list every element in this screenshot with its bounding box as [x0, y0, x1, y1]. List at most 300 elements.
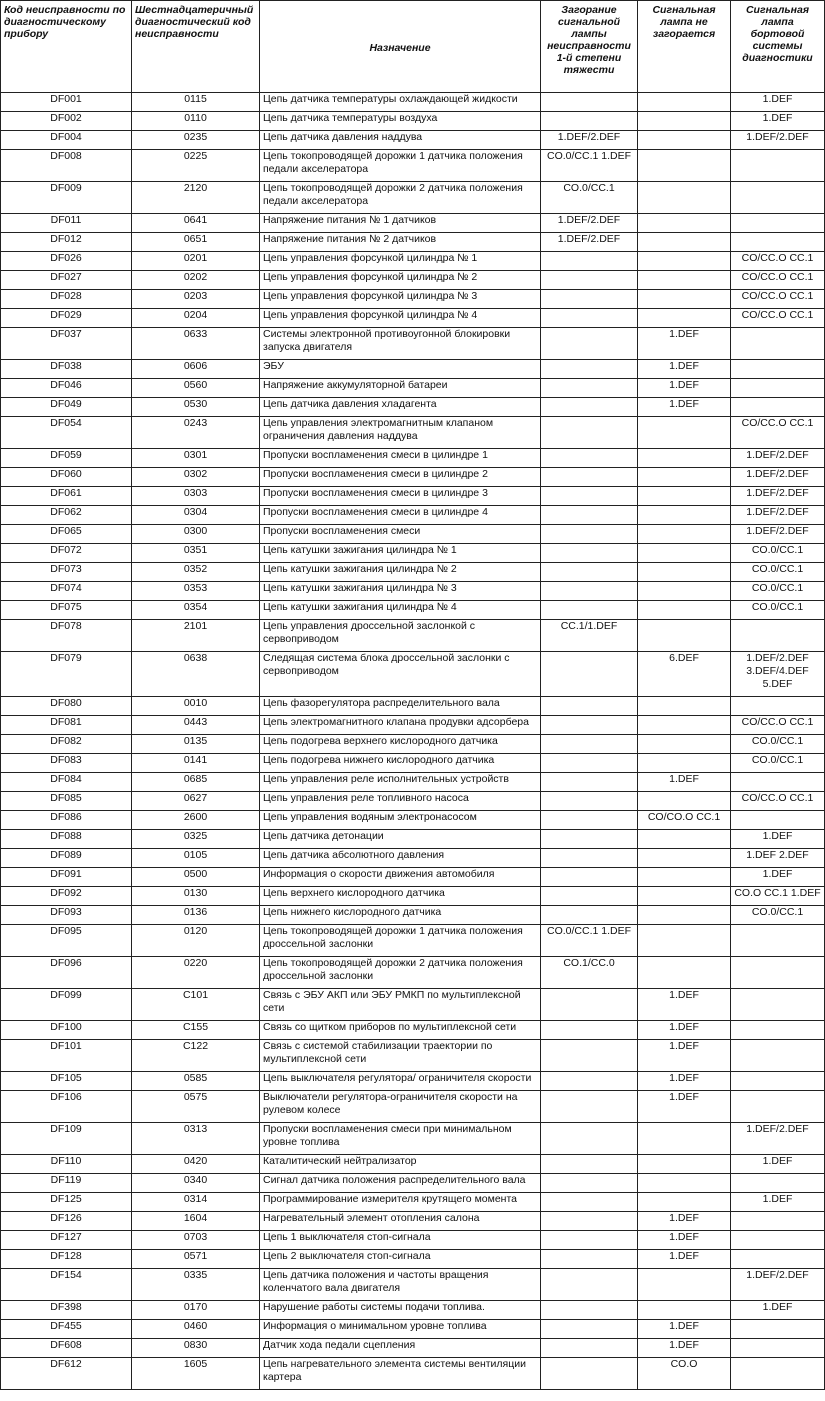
lamp-severity-1-cell — [541, 398, 638, 417]
onboard-diagnostics-lamp-cell — [731, 697, 825, 716]
table-row — [1, 925, 825, 957]
table-row — [1, 182, 825, 214]
onboard-diagnostics-lamp-cell: CO.0/CC.1 — [731, 754, 825, 773]
lamp-off-cell: 1.DEF — [638, 1091, 731, 1123]
lamp-off-cell — [638, 252, 731, 271]
lamp-off-cell — [638, 735, 731, 754]
fault-code-cell: DF082 — [1, 735, 132, 754]
purpose-cell: Пропуски воспламенения смеси в цилиндре 2 — [260, 468, 541, 487]
hex-code-cell: C122 — [132, 1040, 260, 1072]
purpose-cell: Цепь управления форсункой цилиндра № 1 — [260, 252, 541, 271]
lamp-severity-1-cell — [541, 1021, 638, 1040]
table-row — [1, 309, 825, 328]
fault-code-cell: DF002 — [1, 112, 132, 131]
lamp-severity-1-cell: CO.0/CC.1 1.DEF — [541, 150, 638, 182]
onboard-diagnostics-lamp-cell: 1.DEF/2.DEF — [731, 449, 825, 468]
onboard-diagnostics-lamp-cell: 1.DEF — [731, 1301, 825, 1320]
lamp-severity-1-cell — [541, 1358, 638, 1390]
table-row — [1, 1231, 825, 1250]
fault-code-cell: DF398 — [1, 1301, 132, 1320]
hex-code-cell: 0420 — [132, 1155, 260, 1174]
lamp-severity-1-cell — [541, 1212, 638, 1231]
lamp-off-cell — [638, 697, 731, 716]
purpose-cell: Системы электронной противоугонной блокировки запуска двигателя — [260, 328, 541, 360]
onboard-diagnostics-lamp-cell — [731, 360, 825, 379]
lamp-off-cell: 1.DEF — [638, 379, 731, 398]
lamp-off-cell: 1.DEF — [638, 989, 731, 1021]
onboard-diagnostics-lamp-cell: CO.0/CC.1 — [731, 735, 825, 754]
fault-code-cell: DF072 — [1, 544, 132, 563]
lamp-off-cell — [638, 830, 731, 849]
onboard-diagnostics-lamp-cell: 1.DEF — [731, 1155, 825, 1174]
lamp-off-cell — [638, 887, 731, 906]
purpose-cell: Напряжение аккумуляторной батареи — [260, 379, 541, 398]
onboard-diagnostics-lamp-cell — [731, 328, 825, 360]
fault-code-cell: DF060 — [1, 468, 132, 487]
lamp-severity-1-cell — [541, 563, 638, 582]
purpose-cell: Цепь управления форсункой цилиндра № 3 — [260, 290, 541, 309]
purpose-cell: Цепь катушки зажигания цилиндра № 1 — [260, 544, 541, 563]
fault-code-cell: DF096 — [1, 957, 132, 989]
fault-code-cell: DF011 — [1, 214, 132, 233]
onboard-diagnostics-lamp-cell: CO/CC.O CC.1 — [731, 716, 825, 735]
purpose-cell: Пропуски воспламенения смеси — [260, 525, 541, 544]
fault-code-cell: DF037 — [1, 328, 132, 360]
lamp-off-cell: CO/CO.O CC.1 — [638, 811, 731, 830]
purpose-cell: Информация о минимальном уровне топлива — [260, 1320, 541, 1339]
purpose-cell: Нагревательный элемент отопления салона — [260, 1212, 541, 1231]
lamp-off-cell — [638, 417, 731, 449]
fault-code-cell: DF105 — [1, 1072, 132, 1091]
onboard-diagnostics-lamp-cell: 1.DEF/2.DEF — [731, 131, 825, 150]
fault-code-cell: DF073 — [1, 563, 132, 582]
lamp-severity-1-cell — [541, 868, 638, 887]
lamp-severity-1-cell — [541, 1269, 638, 1301]
onboard-diagnostics-lamp-cell — [731, 1040, 825, 1072]
onboard-diagnostics-lamp-cell — [731, 1339, 825, 1358]
purpose-cell: Цепь токопроводящей дорожки 2 датчика положения дроссельной заслонки — [260, 957, 541, 989]
purpose-cell: Напряжение питания № 2 датчиков — [260, 233, 541, 252]
onboard-diagnostics-lamp-cell: CO.0/CC.1 — [731, 563, 825, 582]
purpose-cell: Цепь электромагнитного клапана продувки адсорбера — [260, 716, 541, 735]
table-row — [1, 735, 825, 754]
onboard-diagnostics-lamp-cell: CO.O CC.1 1.DEF — [731, 887, 825, 906]
hex-code-cell: 0351 — [132, 544, 260, 563]
table-row — [1, 290, 825, 309]
header-fault-code: Код неисправности по диагностическому прибору — [1, 1, 132, 93]
purpose-cell: Связь со щитком приборов по мультиплексной сети — [260, 1021, 541, 1040]
hex-code-cell: 0627 — [132, 792, 260, 811]
fault-code-cell: DF126 — [1, 1212, 132, 1231]
onboard-diagnostics-lamp-cell: CO.0/CC.1 — [731, 601, 825, 620]
hex-code-cell: C101 — [132, 989, 260, 1021]
table-row — [1, 271, 825, 290]
lamp-off-cell — [638, 131, 731, 150]
hex-code-cell: 0115 — [132, 93, 260, 112]
onboard-diagnostics-lamp-cell — [731, 1021, 825, 1040]
lamp-off-cell — [638, 271, 731, 290]
purpose-cell: Цепь 2 выключателя стоп-сигнала — [260, 1250, 541, 1269]
lamp-severity-1-cell: CO.1/CC.0 — [541, 957, 638, 989]
header-lamp-severity-1: Загорание сигнальной лампы неисправности 1-й степени тяжести — [541, 1, 638, 93]
hex-code-cell: 1605 — [132, 1358, 260, 1390]
table-row — [1, 544, 825, 563]
purpose-cell: Цепь катушки зажигания цилиндра № 2 — [260, 563, 541, 582]
lamp-severity-1-cell — [541, 1155, 638, 1174]
fault-code-cell: DF101 — [1, 1040, 132, 1072]
purpose-cell: Датчик хода педали сцепления — [260, 1339, 541, 1358]
lamp-off-cell — [638, 182, 731, 214]
hex-code-cell: 0141 — [132, 754, 260, 773]
fault-code-cell: DF059 — [1, 449, 132, 468]
hex-code-cell: 0203 — [132, 290, 260, 309]
table-row — [1, 525, 825, 544]
onboard-diagnostics-lamp-cell: 1.DEF/2.DEF — [731, 506, 825, 525]
fault-code-cell: DF038 — [1, 360, 132, 379]
table-row — [1, 150, 825, 182]
lamp-severity-1-cell — [541, 849, 638, 868]
fault-code-cell: DF075 — [1, 601, 132, 620]
lamp-off-cell — [638, 620, 731, 652]
table-row — [1, 487, 825, 506]
purpose-cell: Цепь подогрева верхнего кислородного датчика — [260, 735, 541, 754]
lamp-off-cell — [638, 601, 731, 620]
table-row — [1, 1174, 825, 1193]
hex-code-cell: 0335 — [132, 1269, 260, 1301]
fault-code-cell: DF127 — [1, 1231, 132, 1250]
lamp-severity-1-cell — [541, 544, 638, 563]
lamp-off-cell — [638, 1174, 731, 1193]
lamp-severity-1-cell: 1.DEF/2.DEF — [541, 233, 638, 252]
purpose-cell: Цепь фазорегулятора распределительного вала — [260, 697, 541, 716]
fault-code-cell: DF089 — [1, 849, 132, 868]
table-row — [1, 563, 825, 582]
lamp-severity-1-cell — [541, 652, 638, 697]
hex-code-cell: 2600 — [132, 811, 260, 830]
lamp-off-cell: 1.DEF — [638, 398, 731, 417]
lamp-off-cell — [638, 906, 731, 925]
lamp-off-cell: 1.DEF — [638, 1040, 731, 1072]
onboard-diagnostics-lamp-cell: CO/CC.O CC.1 — [731, 309, 825, 328]
lamp-off-cell — [638, 849, 731, 868]
table-row — [1, 468, 825, 487]
table-row — [1, 830, 825, 849]
onboard-diagnostics-lamp-cell — [731, 1231, 825, 1250]
lamp-off-cell — [638, 506, 731, 525]
table-row — [1, 328, 825, 360]
fault-code-cell: DF083 — [1, 754, 132, 773]
lamp-off-cell — [638, 214, 731, 233]
purpose-cell: Цепь катушки зажигания цилиндра № 4 — [260, 601, 541, 620]
table-row — [1, 716, 825, 735]
onboard-diagnostics-lamp-cell — [731, 957, 825, 989]
header-row — [1, 1, 825, 93]
lamp-severity-1-cell — [541, 309, 638, 328]
lamp-severity-1-cell — [541, 1250, 638, 1269]
table-row — [1, 360, 825, 379]
hex-code-cell: 2101 — [132, 620, 260, 652]
onboard-diagnostics-lamp-cell: 1.DEF/2.DEF — [731, 468, 825, 487]
onboard-diagnostics-lamp-cell — [731, 1320, 825, 1339]
fault-code-cell: DF027 — [1, 271, 132, 290]
purpose-cell: Цепь токопроводящей дорожки 1 датчика положения педали акселератора — [260, 150, 541, 182]
fault-code-cell: DF093 — [1, 906, 132, 925]
table-row — [1, 214, 825, 233]
onboard-diagnostics-lamp-cell: 1.DEF — [731, 93, 825, 112]
purpose-cell: Цепь катушки зажигания цилиндра № 3 — [260, 582, 541, 601]
fault-code-cell: DF065 — [1, 525, 132, 544]
lamp-off-cell — [638, 525, 731, 544]
hex-code-cell: 0651 — [132, 233, 260, 252]
hex-code-cell: 0633 — [132, 328, 260, 360]
lamp-off-cell — [638, 309, 731, 328]
fault-code-cell: DF074 — [1, 582, 132, 601]
fault-code-cell: DF084 — [1, 773, 132, 792]
purpose-cell: Напряжение питания № 1 датчиков — [260, 214, 541, 233]
onboard-diagnostics-lamp-cell: CO/CC.O CC.1 — [731, 792, 825, 811]
lamp-severity-1-cell — [541, 1174, 638, 1193]
fault-code-cell: DF008 — [1, 150, 132, 182]
lamp-off-cell: 1.DEF — [638, 773, 731, 792]
table-row — [1, 1212, 825, 1231]
fault-code-cell: DF054 — [1, 417, 132, 449]
lamp-off-cell: 1.DEF — [638, 1231, 731, 1250]
fault-code-cell: DF046 — [1, 379, 132, 398]
purpose-cell: Цепь датчика температуры охлаждающей жидкости — [260, 93, 541, 112]
purpose-cell: Цепь нижнего кислородного датчика — [260, 906, 541, 925]
lamp-severity-1-cell — [541, 271, 638, 290]
lamp-severity-1-cell — [541, 506, 638, 525]
lamp-severity-1-cell — [541, 449, 638, 468]
fault-code-cell: DF049 — [1, 398, 132, 417]
lamp-off-cell — [638, 925, 731, 957]
lamp-off-cell: 1.DEF — [638, 328, 731, 360]
purpose-cell: Цепь управления реле исполнительных устройств — [260, 773, 541, 792]
lamp-severity-1-cell — [541, 1231, 638, 1250]
fault-code-cell: DF081 — [1, 716, 132, 735]
onboard-diagnostics-lamp-cell — [731, 398, 825, 417]
hex-code-cell: 0314 — [132, 1193, 260, 1212]
lamp-off-cell — [638, 487, 731, 506]
hex-code-cell: 0703 — [132, 1231, 260, 1250]
onboard-diagnostics-lamp-cell — [731, 182, 825, 214]
fault-code-cell: DF079 — [1, 652, 132, 697]
lamp-severity-1-cell — [541, 290, 638, 309]
lamp-off-cell — [638, 957, 731, 989]
onboard-diagnostics-lamp-cell — [731, 1250, 825, 1269]
lamp-off-cell — [638, 582, 731, 601]
hex-code-cell: 0685 — [132, 773, 260, 792]
hex-code-cell: 0606 — [132, 360, 260, 379]
onboard-diagnostics-lamp-cell: 1.DEF — [731, 830, 825, 849]
hex-code-cell: 0105 — [132, 849, 260, 868]
onboard-diagnostics-lamp-cell: 1.DEF 2.DEF — [731, 849, 825, 868]
table-row — [1, 398, 825, 417]
lamp-severity-1-cell — [541, 1091, 638, 1123]
lamp-severity-1-cell: 1.DEF/2.DEF — [541, 131, 638, 150]
table-row — [1, 868, 825, 887]
lamp-severity-1-cell — [541, 1193, 638, 1212]
hex-code-cell: 0325 — [132, 830, 260, 849]
onboard-diagnostics-lamp-cell: 1.DEF/2.DEF 3.DEF/4.DEF 5.DEF — [731, 652, 825, 697]
hex-code-cell: 0500 — [132, 868, 260, 887]
fault-code-cell: DF125 — [1, 1193, 132, 1212]
hex-code-cell: 0201 — [132, 252, 260, 271]
onboard-diagnostics-lamp-cell: CO/CC.O CC.1 — [731, 290, 825, 309]
table-row — [1, 989, 825, 1021]
purpose-cell: ЭБУ — [260, 360, 541, 379]
hex-code-cell: 0340 — [132, 1174, 260, 1193]
lamp-severity-1-cell — [541, 735, 638, 754]
hex-code-cell: 0243 — [132, 417, 260, 449]
onboard-diagnostics-lamp-cell: CO/CC.O CC.1 — [731, 271, 825, 290]
hex-code-cell: 1604 — [132, 1212, 260, 1231]
fault-code-cell: DF004 — [1, 131, 132, 150]
fault-code-cell: DF106 — [1, 1091, 132, 1123]
table-row — [1, 582, 825, 601]
lamp-off-cell — [638, 449, 731, 468]
hex-code-cell: 0354 — [132, 601, 260, 620]
fault-code-cell: DF099 — [1, 989, 132, 1021]
onboard-diagnostics-lamp-cell: 1.DEF/2.DEF — [731, 525, 825, 544]
fault-code-cell: DF455 — [1, 1320, 132, 1339]
hex-code-cell: 0204 — [132, 309, 260, 328]
purpose-cell: Цепь датчика абсолютного давления — [260, 849, 541, 868]
hex-code-cell: C155 — [132, 1021, 260, 1040]
lamp-off-cell — [638, 468, 731, 487]
lamp-severity-1-cell — [541, 1123, 638, 1155]
table-row — [1, 1040, 825, 1072]
table-row — [1, 754, 825, 773]
hex-code-cell: 0353 — [132, 582, 260, 601]
lamp-severity-1-cell: CC.1/1.DEF — [541, 620, 638, 652]
purpose-cell: Цепь токопроводящей дорожки 1 датчика положения дроссельной заслонки — [260, 925, 541, 957]
lamp-severity-1-cell — [541, 887, 638, 906]
lamp-severity-1-cell — [541, 773, 638, 792]
table-row — [1, 1269, 825, 1301]
fault-code-cell: DF061 — [1, 487, 132, 506]
lamp-off-cell: 1.DEF — [638, 1072, 731, 1091]
hex-code-cell: 0638 — [132, 652, 260, 697]
lamp-severity-1-cell — [541, 112, 638, 131]
hex-code-cell: 0302 — [132, 468, 260, 487]
table-row — [1, 233, 825, 252]
table-row — [1, 1339, 825, 1358]
lamp-severity-1-cell — [541, 328, 638, 360]
purpose-cell: Цепь датчика давления хладагента — [260, 398, 541, 417]
lamp-off-cell: 1.DEF — [638, 1339, 731, 1358]
lamp-off-cell: 1.DEF — [638, 1212, 731, 1231]
hex-code-cell: 0202 — [132, 271, 260, 290]
onboard-diagnostics-lamp-cell: 1.DEF — [731, 112, 825, 131]
hex-code-cell: 0135 — [132, 735, 260, 754]
lamp-severity-1-cell — [541, 1339, 638, 1358]
purpose-cell: Цепь управления реле топливного насоса — [260, 792, 541, 811]
header-onboard-diagnostics-lamp: Сигнальная лампа бортовой системы диагностики — [731, 1, 825, 93]
table-row — [1, 887, 825, 906]
table-row — [1, 1072, 825, 1091]
fault-code-cell: DF088 — [1, 830, 132, 849]
table-row — [1, 506, 825, 525]
table-row — [1, 112, 825, 131]
hex-code-cell: 0130 — [132, 887, 260, 906]
lamp-severity-1-cell — [541, 697, 638, 716]
lamp-off-cell: 1.DEF — [638, 360, 731, 379]
hex-code-cell: 0560 — [132, 379, 260, 398]
lamp-off-cell: 1.DEF — [638, 1021, 731, 1040]
table-row — [1, 1358, 825, 1390]
fault-code-cell: DF062 — [1, 506, 132, 525]
table-row — [1, 811, 825, 830]
table-row — [1, 379, 825, 398]
lamp-severity-1-cell — [541, 468, 638, 487]
purpose-cell: Информация о скорости движения автомобиля — [260, 868, 541, 887]
hex-code-cell: 0303 — [132, 487, 260, 506]
purpose-cell: Пропуски воспламенения смеси в цилиндре 3 — [260, 487, 541, 506]
lamp-severity-1-cell — [541, 252, 638, 271]
onboard-diagnostics-lamp-cell: CO.0/CC.1 — [731, 544, 825, 563]
lamp-off-cell — [638, 233, 731, 252]
lamp-off-cell: 6.DEF — [638, 652, 731, 697]
lamp-off-cell — [638, 1193, 731, 1212]
table-row — [1, 652, 825, 697]
hex-code-cell: 0530 — [132, 398, 260, 417]
hex-code-cell: 0443 — [132, 716, 260, 735]
hex-code-cell: 0460 — [132, 1320, 260, 1339]
table-row — [1, 1193, 825, 1212]
onboard-diagnostics-lamp-cell — [731, 233, 825, 252]
hex-code-cell: 0220 — [132, 957, 260, 989]
purpose-cell: Каталитический нейтрализатор — [260, 1155, 541, 1174]
table-row — [1, 697, 825, 716]
fault-code-cell: DF110 — [1, 1155, 132, 1174]
table-row — [1, 957, 825, 989]
hex-code-cell: 0641 — [132, 214, 260, 233]
lamp-severity-1-cell — [541, 792, 638, 811]
lamp-severity-1-cell: CO.0/CC.1 — [541, 182, 638, 214]
purpose-cell: Выключатели регулятора-ограничителя скорости на рулевом колесе — [260, 1091, 541, 1123]
table-row — [1, 601, 825, 620]
lamp-severity-1-cell — [541, 601, 638, 620]
purpose-cell: Цепь датчика температуры воздуха — [260, 112, 541, 131]
lamp-severity-1-cell — [541, 989, 638, 1021]
onboard-diagnostics-lamp-cell: CO.0/CC.1 — [731, 582, 825, 601]
table-row — [1, 449, 825, 468]
lamp-severity-1-cell — [541, 379, 638, 398]
table-row — [1, 906, 825, 925]
purpose-cell: Пропуски воспламенения смеси в цилиндре 4 — [260, 506, 541, 525]
lamp-off-cell — [638, 544, 731, 563]
lamp-severity-1-cell — [541, 1072, 638, 1091]
hex-code-cell: 0352 — [132, 563, 260, 582]
fault-code-cell: DF092 — [1, 887, 132, 906]
fault-code-cell: DF026 — [1, 252, 132, 271]
purpose-cell: Сигнал датчика положения распределительного вала — [260, 1174, 541, 1193]
lamp-severity-1-cell: CO.0/CC.1 1.DEF — [541, 925, 638, 957]
table-row — [1, 1123, 825, 1155]
table-row — [1, 773, 825, 792]
onboard-diagnostics-lamp-cell: 1.DEF/2.DEF — [731, 1269, 825, 1301]
table-row — [1, 1091, 825, 1123]
hex-code-cell: 0585 — [132, 1072, 260, 1091]
onboard-diagnostics-lamp-cell — [731, 150, 825, 182]
lamp-severity-1-cell — [541, 754, 638, 773]
hex-code-cell: 0120 — [132, 925, 260, 957]
lamp-severity-1-cell — [541, 525, 638, 544]
onboard-diagnostics-lamp-cell — [731, 1091, 825, 1123]
header-purpose: Назначение — [260, 1, 541, 93]
purpose-cell: Цепь верхнего кислородного датчика — [260, 887, 541, 906]
